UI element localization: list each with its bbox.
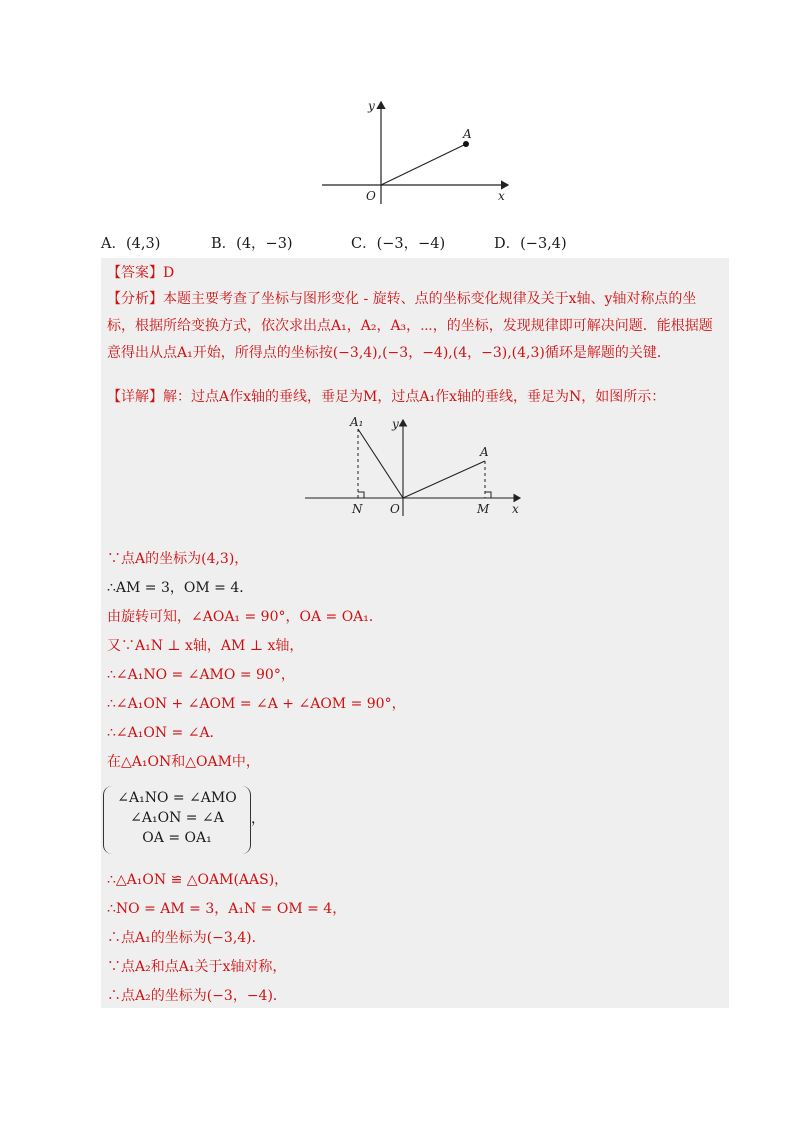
- option-value: (4,3): [125, 236, 161, 252]
- point-a: [463, 141, 469, 147]
- conclusion-line: ∴NO = AM = 3，A₁N = OM = 4，: [107, 901, 347, 917]
- step-line: ∴AM = 3，OM = 4．: [107, 580, 254, 596]
- option-value: (−3,4): [520, 236, 567, 252]
- x-axis-label: x: [498, 189, 505, 203]
- step-line: ∴∠A₁NO = ∠AMO = 90°，: [107, 667, 295, 683]
- system-equation: OA = OA₁: [142, 830, 212, 846]
- conclusion-line: ∵点A₂和点A₁关于x轴对称，: [107, 959, 287, 975]
- origin-label: O: [366, 189, 376, 203]
- segment-oa: [381, 144, 466, 185]
- step-line: ∵点A的坐标为(4,3)，: [107, 551, 249, 567]
- option-c: [351, 232, 445, 253]
- conclusion-line: ∴点A₁的坐标为(−3,4)．: [107, 930, 266, 946]
- step-line: 又∵A₁N ⊥ x轴，AM ⊥ x轴，: [107, 638, 304, 654]
- equation-system-brace: [103, 786, 251, 854]
- right-angle-n: [358, 492, 364, 498]
- analysis-tag: 【分析】: [107, 291, 163, 307]
- detail-line: [107, 386, 665, 406]
- answer-tag: 【答案】: [107, 265, 163, 281]
- step-line: ∴∠A₁ON + ∠AOM = ∠A + ∠AOM = 90°，: [107, 696, 406, 712]
- step-line: ∴∠A₁ON = ∠A．: [107, 725, 224, 741]
- a1-label: A₁: [350, 415, 364, 429]
- detail-tag: 【详解】: [107, 389, 163, 405]
- a-label: A: [480, 445, 489, 459]
- segment-oa1: [358, 429, 403, 498]
- option-a: [101, 232, 160, 253]
- option-letter: B．: [211, 236, 237, 252]
- detail-text: 解：过点A作x轴的垂线，垂足为M，过点A₁作x轴的垂线，垂足为N，如图所示：: [163, 389, 666, 405]
- y-axis-label: y: [368, 99, 375, 113]
- origin-label: O: [390, 502, 400, 516]
- answer-value: D: [163, 265, 175, 281]
- coordinate-figure-1: [318, 96, 518, 208]
- option-value: (−3，−4): [376, 236, 446, 252]
- right-angle-m: [485, 492, 491, 498]
- option-value: (4，−3): [236, 236, 293, 252]
- system-equation: ∠A₁ON = ∠A: [130, 810, 224, 826]
- system-equation: ∠A₁NO = ∠AMO: [117, 790, 237, 806]
- answer-line: [107, 262, 174, 282]
- y-axis-label: y: [392, 417, 399, 431]
- step-line: 在△A₁ON和△OAM中，: [107, 754, 260, 770]
- point-a-label: A: [463, 127, 472, 141]
- analysis-text: 本题主要考查了坐标与图形变化 - 旋转、点的坐标变化规律及关于x轴、y轴对称点的坐标，根据所给变换方式，依次求出点A₁，A₂，A₃，⋯，的坐标，发现规律即可解决问题．能根据题意得出从点A₁开始，所得点的坐标按(−3,4),(−3，−4),(4，−3),(4,3)循环是解题的关键．: [107, 291, 713, 361]
- option-letter: C．: [351, 236, 377, 252]
- solution-panel: [101, 258, 729, 1008]
- system-suffix: ，: [251, 811, 265, 827]
- option-d: [494, 232, 567, 253]
- coordinate-figure-2: [300, 412, 530, 520]
- conclusion-line: ∴△A₁ON ≌ △OAM(AAS)，: [107, 872, 289, 888]
- m-label: M: [477, 502, 490, 516]
- segment-oa: [403, 461, 485, 498]
- analysis-paragraph: [107, 286, 722, 367]
- x-axis-label: x: [512, 502, 519, 516]
- n-label: N: [352, 502, 363, 516]
- option-letter: A．: [101, 236, 126, 252]
- answer-options: [101, 228, 701, 254]
- option-b: [211, 232, 293, 253]
- conclusion-line: ∴点A₂的坐标为(−3，−4)．: [107, 988, 287, 1004]
- step-line: 由旋转可知，∠AOA₁ = 90°，OA = OA₁．: [107, 609, 383, 625]
- option-letter: D．: [494, 236, 521, 252]
